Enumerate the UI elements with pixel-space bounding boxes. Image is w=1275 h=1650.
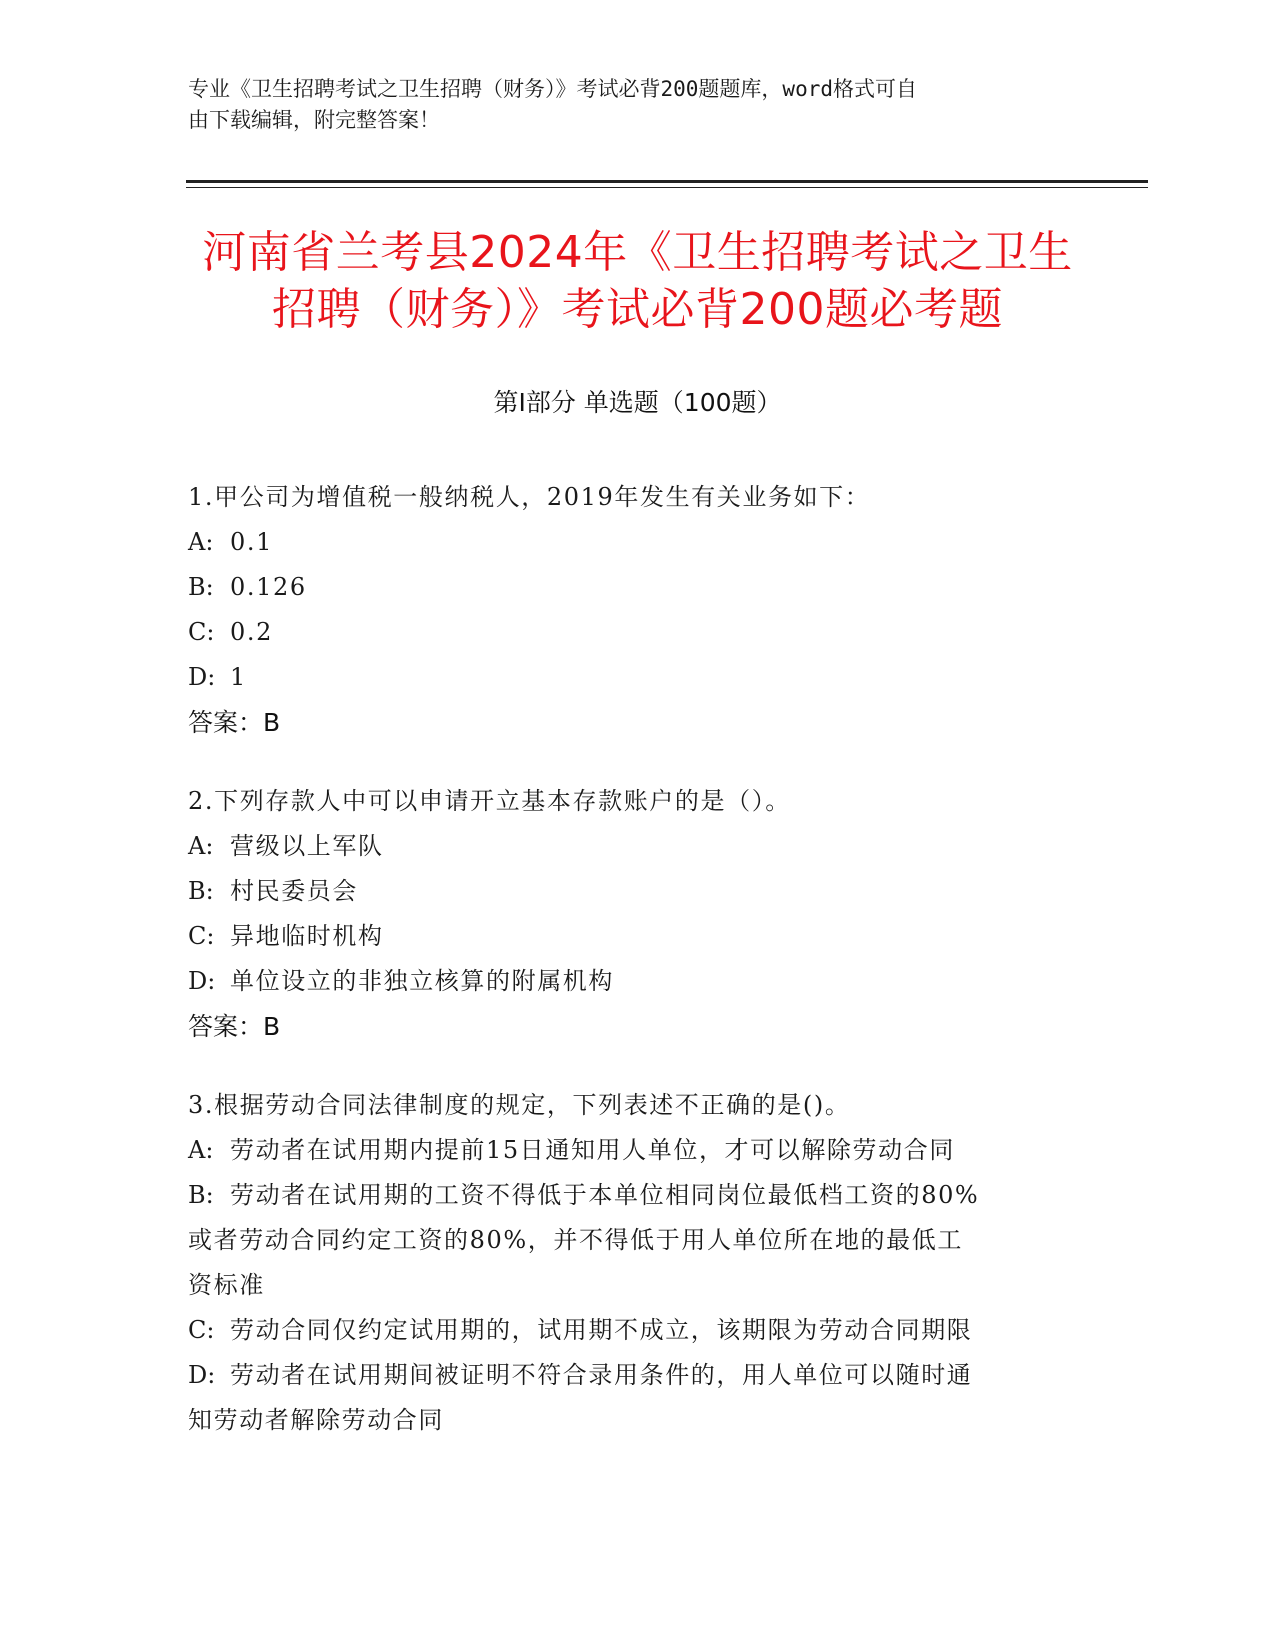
document-header-note <box>188 74 1068 136</box>
option-d-continuation: 知劳动者解除劳动合同 <box>188 1406 444 1434</box>
option-b <box>188 565 1088 610</box>
question-stem: 3.根据劳动合同法律制度的规定，下列表述不正确的是()。 <box>188 1091 851 1119</box>
question-2 <box>188 779 1088 1049</box>
option-d <box>188 959 1088 1004</box>
option-key: D: <box>188 967 216 995</box>
option-a <box>188 1128 1088 1173</box>
answer-line: 答案：B <box>188 708 281 737</box>
option-key: D: <box>188 663 216 691</box>
option-text: 单位设立的非独立核算的附属机构 <box>230 967 614 995</box>
option-key: B: <box>188 877 214 905</box>
option-c <box>188 1308 1088 1353</box>
option-text: 异地临时机构 <box>230 922 384 950</box>
option-d <box>188 655 1088 700</box>
header-note-line-2: 由下载编辑，附完整答案！ <box>188 108 440 132</box>
option-key: C: <box>188 1316 215 1344</box>
option-text: 营级以上军队 <box>230 832 384 860</box>
option-b-continuation: 资标准 <box>188 1271 265 1299</box>
option-text: 0.126 <box>230 573 307 601</box>
option-c <box>188 914 1088 959</box>
option-key: D: <box>188 1361 216 1389</box>
option-text: 劳动者在试用期的工资不得低于本单位相同岗位最低档工资的80% <box>230 1181 980 1209</box>
title-line-2: 招聘（财务）》考试必背200题必考题 <box>272 284 1003 335</box>
answer-line: 答案：B <box>188 1012 281 1041</box>
section-heading: 第Ⅰ部分 单选题（100题） <box>493 388 782 417</box>
option-c <box>188 610 1088 655</box>
option-text: 0.1 <box>230 528 273 556</box>
option-a <box>188 824 1088 869</box>
question-list <box>188 475 1088 1477</box>
option-text: 劳动者在试用期内提前15日通知用人单位，才可以解除劳动合同 <box>230 1136 955 1164</box>
option-key: C: <box>188 922 215 950</box>
option-a <box>188 520 1088 565</box>
option-text: 0.2 <box>230 618 273 646</box>
question-3 <box>188 1083 1088 1443</box>
question-stem: 2.下列存款人中可以申请开立基本存款账户的是（）。 <box>188 787 791 815</box>
header-note-line-1: 专业《卫生招聘考试之卫生招聘（财务）》考试必背200题题库，word格式可自 <box>188 77 917 101</box>
option-key: B: <box>188 573 214 601</box>
question-1 <box>188 475 1088 745</box>
option-text: 村民委员会 <box>230 877 358 905</box>
header-divider-thin <box>186 187 1148 188</box>
option-b-continuation: 或者劳动合同约定工资的80%，并不得低于用人单位所在地的最低工 <box>188 1226 963 1254</box>
option-b <box>188 1173 1088 1218</box>
title-line-1: 河南省兰考县2024年《卫生招聘考试之卫生 <box>202 227 1073 278</box>
question-stem: 1.甲公司为增值税一般纳税人，2019年发生有关业务如下： <box>188 483 871 511</box>
option-key: A: <box>188 832 214 860</box>
option-key: B: <box>188 1181 214 1209</box>
option-d <box>188 1353 1088 1398</box>
header-divider-thick <box>186 180 1148 183</box>
document-title <box>0 224 1275 338</box>
option-key: A: <box>188 528 214 556</box>
option-text: 1 <box>230 663 247 691</box>
option-b <box>188 869 1088 914</box>
option-text: 劳动者在试用期间被证明不符合录用条件的，用人单位可以随时通 <box>230 1361 973 1389</box>
option-key: C: <box>188 618 215 646</box>
option-text: 劳动合同仅约定试用期的，试用期不成立，该期限为劳动合同期限 <box>230 1316 973 1344</box>
option-key: A: <box>188 1136 214 1164</box>
